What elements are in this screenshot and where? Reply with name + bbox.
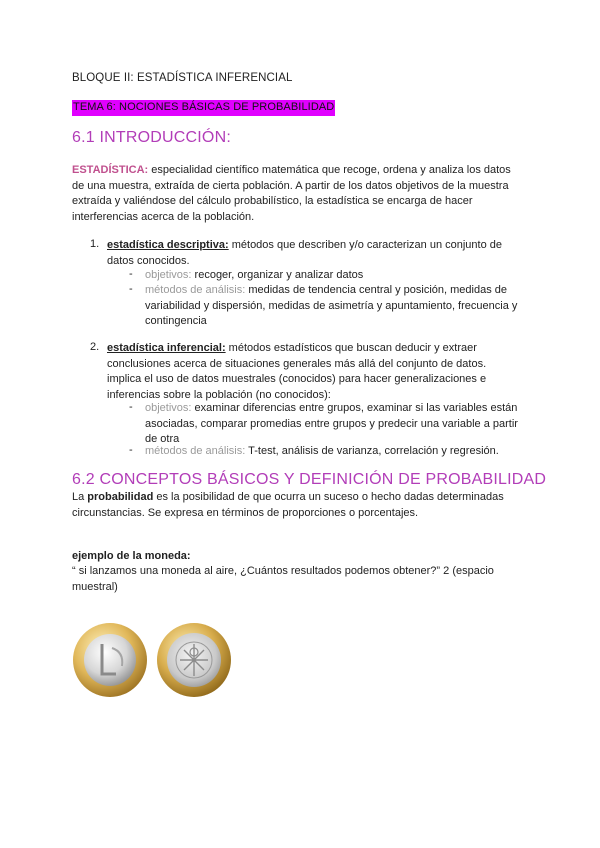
statistics-definition [72,163,520,225]
probability-definition [72,490,520,521]
bullet-dash: - [129,283,133,295]
descriptive-objectives [145,268,525,284]
list-number-2: 2. [90,341,100,353]
euro-coin-back-image [156,622,232,698]
methods-text: T-test, análisis de varianza, correlación y regresión. [245,445,499,457]
inferential-text: métodos estadísticos que buscan deducir y extraer conclusiones acerca de situaciones generales más allá del conjunto de datos. implica el uso de datos muestrales (conocidos) para hacer generalizaciones e inferencias sobre la población (no conocidos): [107,342,487,401]
bullet-dash: - [129,444,133,456]
inferential-objectives [145,401,525,448]
coin-example-title: ejemplo de la moneda: [72,550,191,562]
methods-text: medidas de tendencia central y posición, medidas de variabilidad y dispersión, medidas de asimetría y apuntamiento, frecuencia y contingencia [145,284,518,328]
statistics-keyword: ESTADÍSTICA: [72,164,149,176]
methods-label: métodos de análisis: [145,284,246,296]
coin-example-text: “ si lanzamos una moneda al aire, ¿Cuántos resultados podemos obtener?” 2 (espacio muestral) [72,565,494,593]
topic-title: TEMA 6: NOCIONES BÁSICAS DE PROBABILIDAD [72,100,335,116]
list-item-inferential [107,341,521,403]
probability-lead: La [72,491,88,503]
probability-keyword: probabilidad [87,491,154,503]
descriptive-text: métodos que describen y/o caracterizan un conjunto de datos conocidos. [107,239,503,267]
bullet-dash: - [129,401,133,413]
objectives-label: objetivos: [145,402,192,414]
list-item-descriptive [107,238,521,269]
descriptive-term: estadística descriptiva: [107,239,229,251]
objectives-label: objetivos: [145,269,192,281]
objectives-text: recoger, organizar y analizar datos [191,269,364,281]
bullet-dash: - [129,268,133,280]
section-2-heading: 6.2 CONCEPTOS BÁSICOS Y DEFINICIÓN DE PROBABILIDAD [72,471,547,488]
block-title: BLOQUE II: ESTADÍSTICA INFERENCIAL [72,72,293,84]
inferential-methods [145,444,525,460]
probability-definition-text: es la posibilidad de que ocurra un suceso o hecho dadas determinadas circunstancias. Se expresa en términos de proporciones o porcentajes. [72,491,504,519]
inferential-term: estadística inferencial: [107,342,226,354]
section-1-heading: 6.1 INTRODUCCIÓN: [72,129,231,146]
list-number-1: 1. [90,238,100,250]
objectives-text: examinar diferencias entre grupos, examinar si las variables están asociadas, comparar promedias entre grupos y predecir una variable a partir de otra [145,402,518,446]
descriptive-methods [145,283,525,330]
euro-coin-front-image [72,622,148,698]
statistics-definition-text: especialidad científico matemática que recoge, ordena y analiza los datos de una muestra, extraída de cierta población. A partir de los datos objetivos de la muestra extraída y valiéndose del cálculo probabilístico, la estadística se encarga de hacer interferencias acerca de la población. [72,164,511,223]
methods-label: métodos de análisis: [145,445,246,457]
